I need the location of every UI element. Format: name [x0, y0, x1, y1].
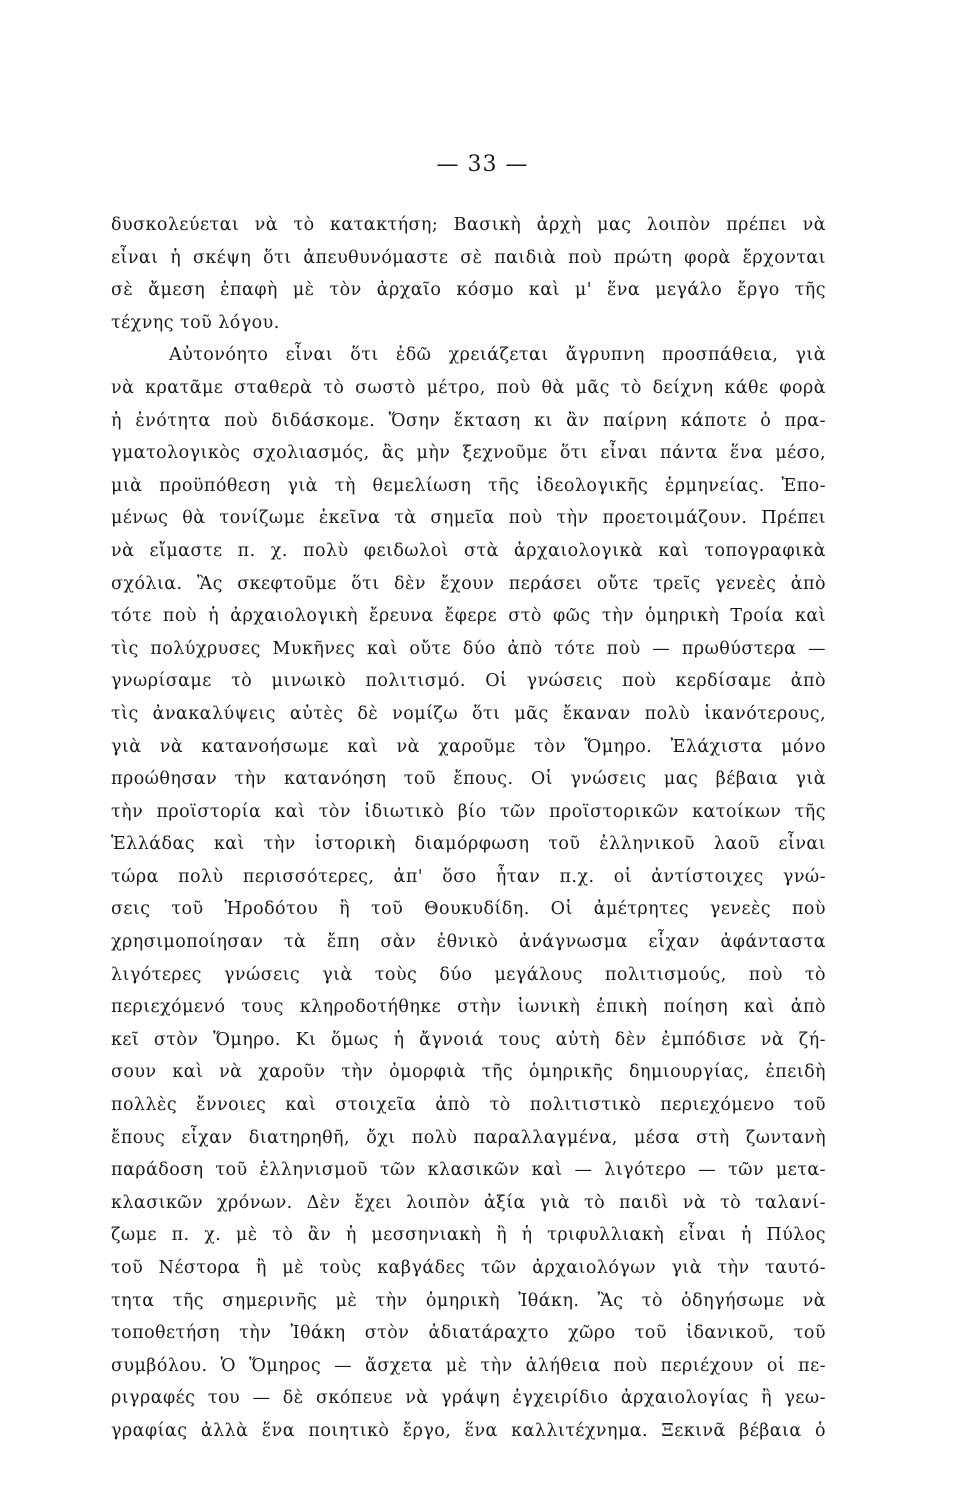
text-line: συμβόλου. Ὁ Ὅμηρος — ἄσχετα μὲ τὴν ἀλήθεια ποὺ περιέχουν οἱ πε-	[111, 1355, 826, 1376]
text-line: ζωμε π. χ. μὲ τὸ ἂν ἡ μεσσηνιακὴ ἢ ἡ τριφυλλιακὴ εἶναι ἡ Πύλος	[111, 1225, 826, 1246]
text-line: τητα τῆς σημερινῆς μὲ τὴν ὁμηρικὴ Ἰθάκη. Ἂς τὸ ὁδηγήσωμε νὰ	[111, 1290, 826, 1311]
page-number: — 33 —	[436, 152, 529, 177]
text-line: Ἑλλάδας καὶ τὴν ἱστορικὴ διαμόρφωση τοῦ ἑλληνικοῦ λαοῦ εἶναι	[111, 834, 826, 855]
text-line: ριγραφές του — δὲ σκόπευε νὰ γράψη ἐγχειρίδιο ἀρχαιολογίας ἢ γεω-	[111, 1388, 826, 1409]
text-line: νὰ εἴμαστε π. χ. πολὺ φειδωλοὶ στὰ ἀρχαιολογικὰ καὶ τοπογραφικὰ	[111, 540, 826, 561]
text-line: σχόλια. Ἂς σκεφτοῦμε ὅτι δὲν ἔχουν περάσει οὔτε τρεῖς γενεὲς ἀπὸ	[111, 573, 826, 594]
text-line: λιγότερες γνώσεις γιὰ τοὺς δύο μεγάλους πολιτισμούς, ποὺ τὸ	[111, 964, 826, 985]
text-line: τώρα πολὺ περισσότερες, ἀπ' ὅσο ἦταν π.χ. οἱ ἀντίστοιχες γνώ-	[111, 866, 826, 887]
text-line: ἡ ἑνότητα ποὺ διδάσκομε. Ὅσην ἔκταση κι ἂν παίρνη κάποτε ὁ πρα-	[111, 410, 826, 431]
text-line: γματολογικὸς σχολιασμός, ἂς μὴν ξεχνοῦμε ὅτι εἶναι πάντα ἕνα μέσο,	[111, 443, 826, 464]
paragraph-start-line: Αὐτονόητο εἶναι ὅτι ἐδῶ χρειάζεται ἄγρυπνη προσπάθεια, γιὰ	[169, 345, 826, 366]
text-line: γραφίας ἀλλὰ ἕνα ποιητικὸ ἔργο, ἕνα καλλιτέχνημα. Ξεκινᾶ βέβαια ὁ	[111, 1420, 826, 1441]
text-line: τὴν προϊστορία καὶ τὸν ἰδιωτικὸ βίο τῶν προϊστορικῶν κατοίκων τῆς	[111, 801, 826, 822]
text-line: σεις τοῦ Ἡροδότου ἢ τοῦ Θουκυδίδη. Οἱ ἀμέτρητες γενεὲς ποὺ	[111, 899, 826, 920]
text-line: χρησιμοποίησαν τὰ ἔπη σὰν ἐθνικὸ ἀνάγνωσμα εἶχαν ἀφάνταστα	[111, 932, 826, 953]
text-line: μιὰ προϋπόθεση γιὰ τὴ θεμελίωση τῆς ἰδεολογικῆς ἑρμηνείας. Ἑπο-	[111, 475, 826, 496]
text-line: τότε ποὺ ἡ ἀρχαιολογικὴ ἔρευνα ἔφερε στὸ φῶς τὴν ὁμηρικὴ Τροία καὶ	[111, 606, 826, 627]
text-line: γνωρίσαμε τὸ μινωικὸ πολιτισμό. Οἱ γνώσεις ποὺ κερδίσαμε ἀπὸ	[111, 671, 826, 692]
text-line: παράδοση τοῦ ἑλληνισμοῦ τῶν κλασικῶν καὶ — λιγότερο — τῶν μετα-	[111, 1160, 826, 1181]
text-line: περιεχόμενό τους κληροδοτήθηκε στὴν ἰωνικὴ ἐπικὴ ποίηση καὶ ἀπὸ	[111, 997, 826, 1018]
text-line: τέχνης τοῦ λόγου.	[111, 312, 280, 333]
text-line: κλασικῶν χρόνων. Δὲν ἔχει λοιπὸν ἀξία γιὰ τὸ παιδὶ νὰ τὸ ταλανί-	[111, 1192, 826, 1213]
text-line: πολλὲς ἔννοιες καὶ στοιχεῖα ἀπὸ τὸ πολιτιστικὸ περιεχόμενο τοῦ	[111, 1095, 826, 1116]
text-line: γιὰ νὰ κατανοήσωμε καὶ νὰ χαροῦμε τὸν Ὅμηρο. Ἐλάχιστα μόνο	[111, 736, 826, 757]
text-line: εἶναι ἡ σκέψη ὅτι ἀπευθυνόμαστε σὲ παιδιὰ ποὺ πρώτη φορὰ ἔρχονται	[111, 247, 826, 268]
body-text	[111, 209, 826, 1448]
text-line: μένως θὰ τονίζωμε ἐκεῖνα τὰ σημεῖα ποὺ τὴν προετοιμάζουν. Πρέπει	[111, 508, 826, 529]
text-line: σουν καὶ νὰ χαροῦν τὴν ὀμορφιὰ τῆς ὁμηρικῆς δημιουργίας, ἐπειδὴ	[111, 1062, 826, 1083]
text-line: κεῖ στὸν Ὅμηρο. Κι ὅμως ἡ ἄγνοιά τους αὐτὴ δὲν ἐμπόδισε νὰ ζή-	[111, 1029, 826, 1050]
text-line: τὶς πολύχρυσες Μυκῆνες καὶ οὔτε δύο ἀπὸ τότε ποὺ — πρωθύστερα —	[111, 638, 826, 659]
text-line: ἔπους εἶχαν διατηρηθῆ, ὄχι πολὺ παραλλαγμένα, μέσα στὴ ζωντανὴ	[111, 1127, 826, 1148]
text-line: τὶς ἀνακαλύψεις αὐτὲς δὲ νομίζω ὅτι μᾶς ἔκαναν πολὺ ἱκανότερους,	[111, 703, 826, 724]
text-line: προώθησαν τὴν κατανόηση τοῦ ἔπους. Οἱ γνώσεις μας βέβαια γιὰ	[111, 769, 826, 790]
text-line: τοποθετήση τὴν Ἰθάκη στὸν ἀδιατάραχτο χῶρο τοῦ ἰδανικοῦ, τοῦ	[111, 1323, 826, 1344]
text-line: τοῦ Νέστορα ἢ μὲ τοὺς καβγάδες τῶν ἀρχαιολόγων γιὰ τὴν ταυτό-	[111, 1258, 826, 1278]
text-line: σὲ ἄμεση ἐπαφὴ μὲ τὸν ἀρχαῖο κόσμο καὶ μ' ἕνα μεγάλο ἔργο τῆς	[111, 280, 826, 301]
text-line: δυσκολεύεται νὰ τὸ κατακτήση; Βασικὴ ἀρχὴ μας λοιπὸν πρέπει νὰ	[111, 215, 826, 235]
text-line: νὰ κρατᾶμε σταθερὰ τὸ σωστὸ μέτρο, ποὺ θὰ μᾶς τὸ δείχνη κάθε φορὰ	[111, 377, 826, 398]
